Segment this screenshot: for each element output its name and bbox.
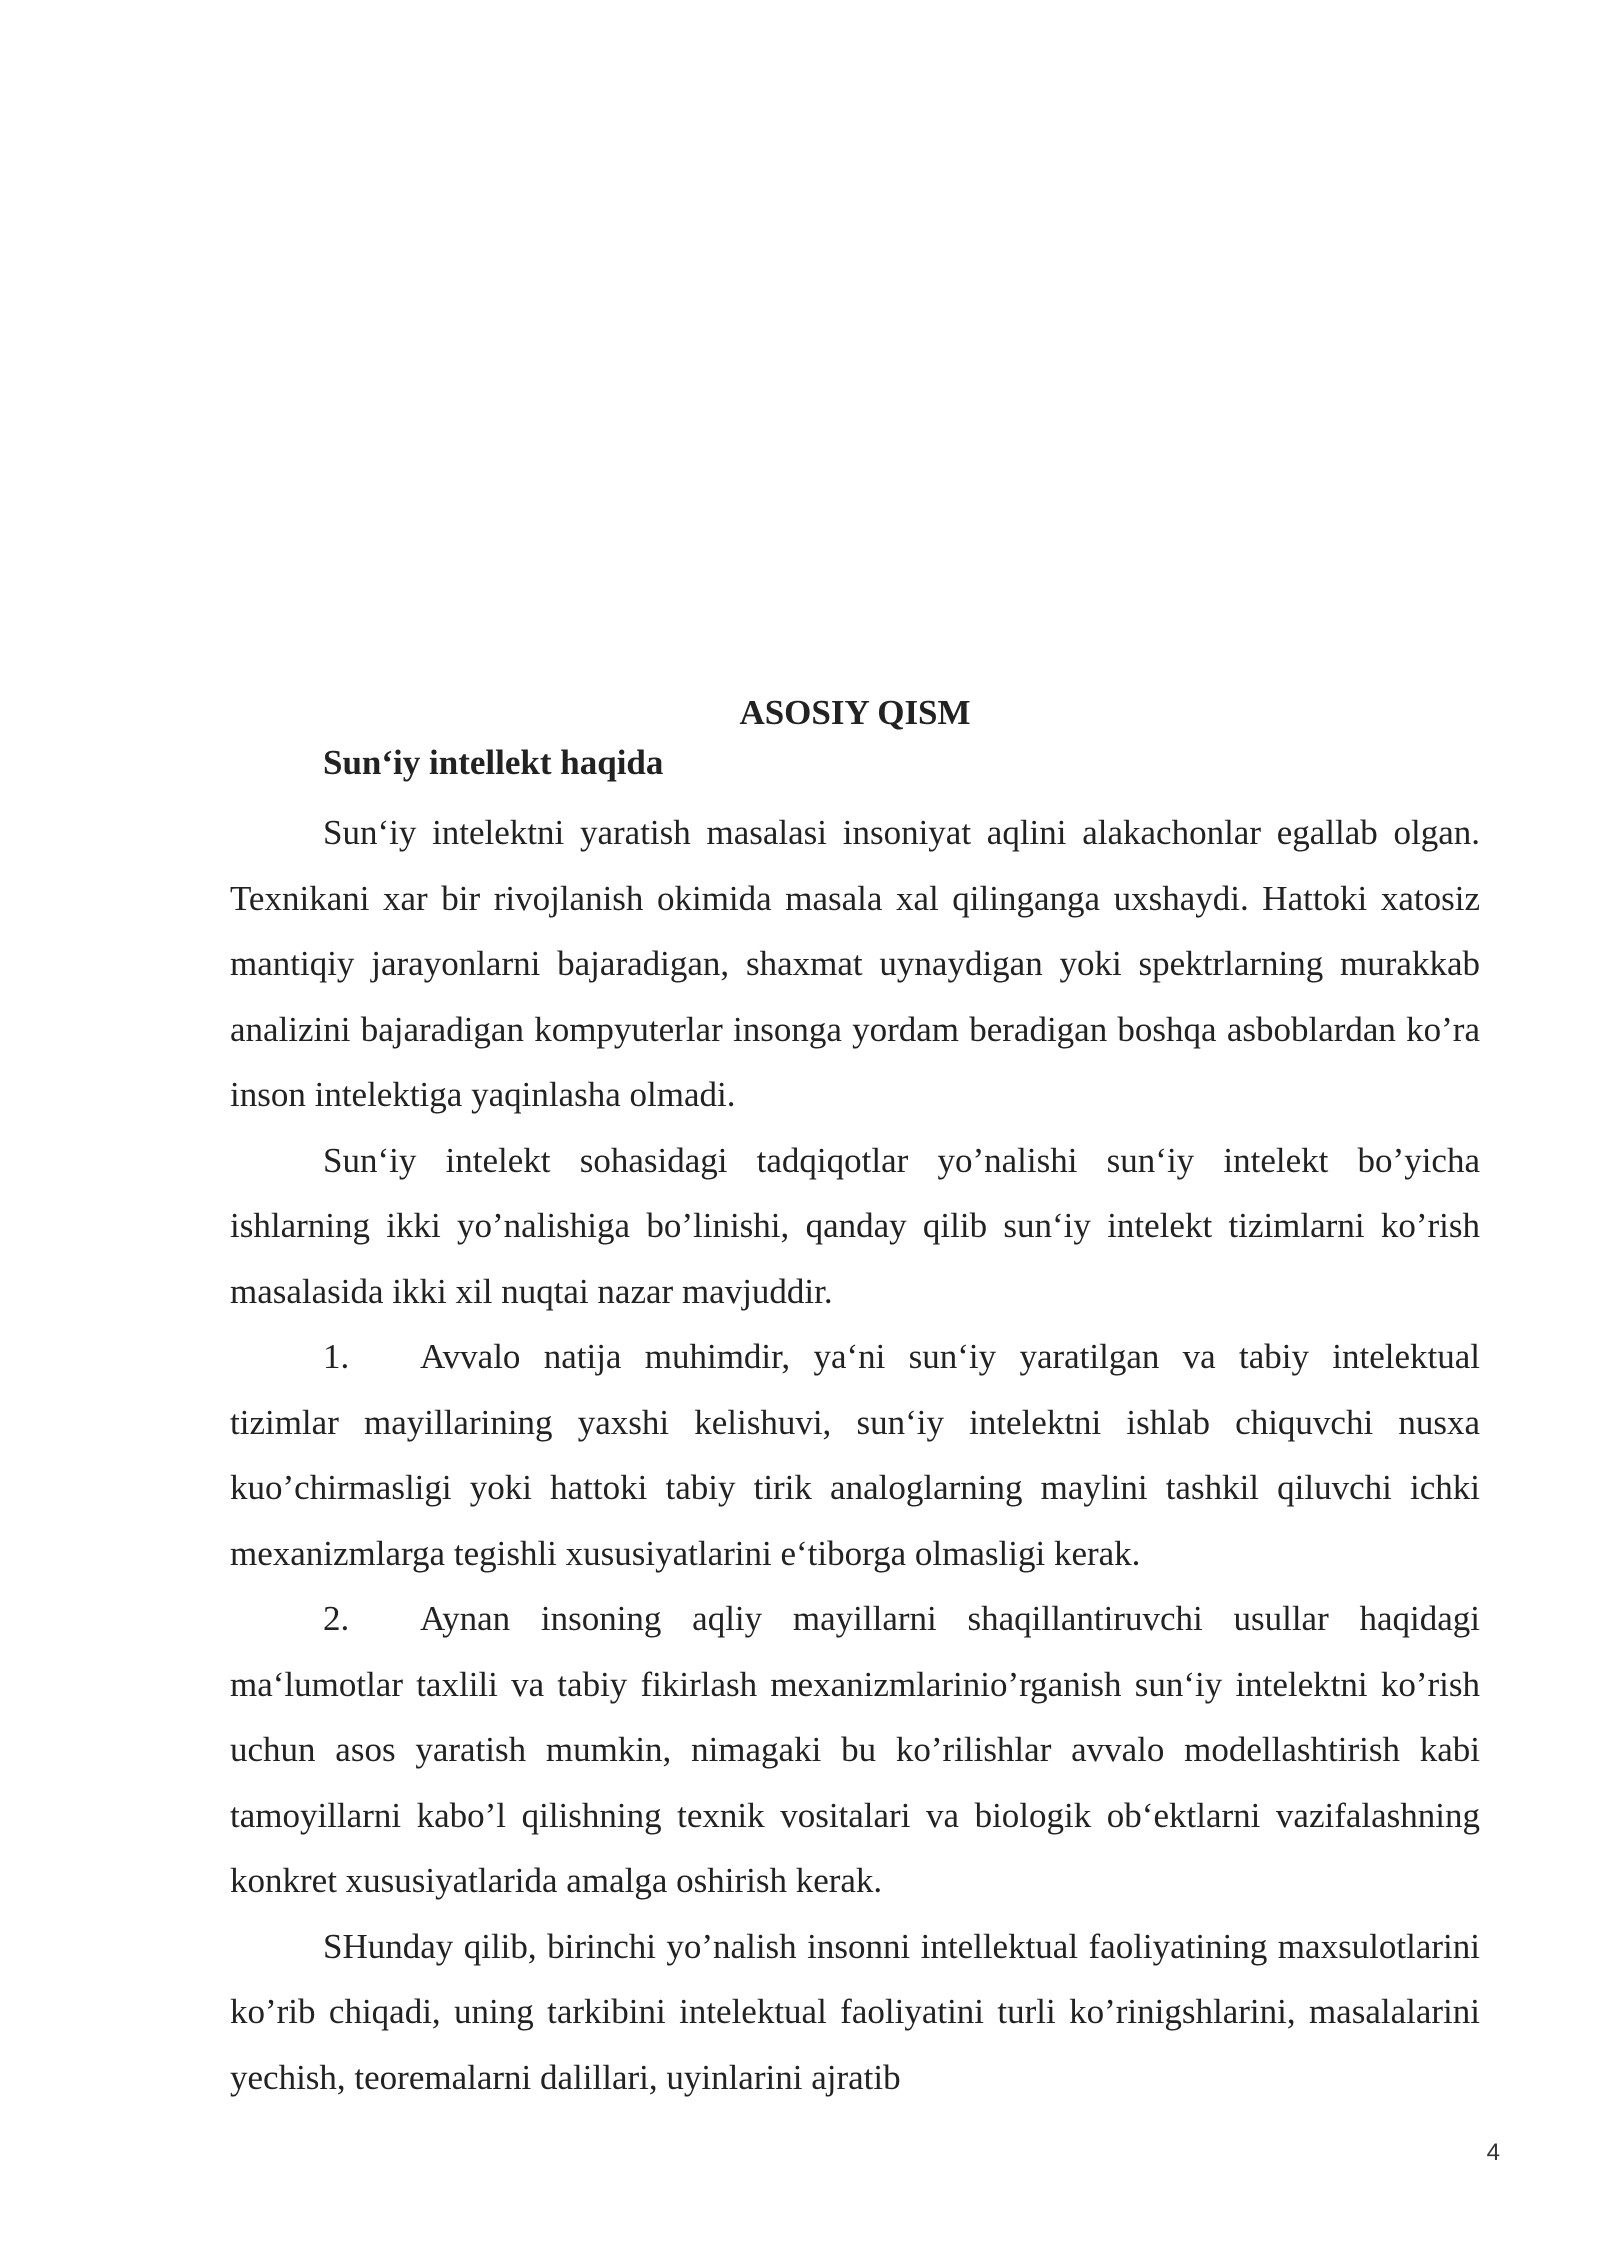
numbered-list-item xyxy=(230,1324,1480,1586)
page-number: 4 xyxy=(1486,2139,1500,2166)
closing-paragraph: SHunday qilib, birinchi yo’nalish insonni intellektual faoliyatining maxsulotlarini ko’rib chiqadi, uning tarkibini intelektual faoliyatini turli ko’rinigshlarini, masalalarini yechish, teoremalarni dalillari, uyinlarini ajratib xyxy=(230,1926,1480,2097)
body-text xyxy=(230,800,1480,2110)
list-number: 2. xyxy=(323,1599,350,1638)
list-item-text: Aynan insoning aqliy mayillarni shaqillantiruvchi usullar haqidagi ma‘lumotlar taxlili va tabiy fikirlash mexanizmlarinio’rganish sun‘iy intelektni ko’rish uchun asos yaratish mumkin, nimagaki bu ko’rilishlar avvalo modellashtirish kabi tamoyillarni kabo’l qilishning texnik vositalari va biologik ob‘ektlarni vazifalashning konkret xususiyatlarida amalga oshirish kerak. xyxy=(230,1599,1480,1900)
section-heading: ASOSIY QISM xyxy=(739,693,971,732)
list-number: 1. xyxy=(323,1337,350,1376)
section-subheading: Sun‘iy intellekt haqida xyxy=(323,743,664,782)
numbered-list-item xyxy=(230,1586,1480,1914)
paragraph: Sun‘iy intelekt sohasidagi tadqiqotlar yo’nalishi sun‘iy intelekt bo’yicha ishlarning ikki yo’nalishiga bo’linishi, qanday qilib sun‘iy intelekt tizimlarni ko’rish masalasida ikki xil nuqtai nazar mavjuddir. xyxy=(230,1140,1480,1311)
list-item-text: Avvalo natija muhimdir, ya‘ni sun‘iy yaratilgan va tabiy intelektual tizimlar mayillarining yaxshi kelishuvi, sun‘iy intelektni ishlab chiquvchi nusxa kuo’chirmasligi yoki hattoki tabiy tirik analoglarning maylini tashkil qiluvchi ichki mexanizmlarga tegishli xususiyatlarini e‘tiborga olmasligi kerak. xyxy=(230,1337,1480,1573)
paragraph: Sun‘iy intelektni yaratish masalasi insoniyat aqlini alakachonlar egallab olgan. Texnikani xar bir rivojlanish okimida masala xal qilinganga uxshaydi. Hattoki xatosiz mantiqiy jarayonlarni bajaradigan, shaxmat uynaydigan yoki spektrlarning murakkab analizini bajaradigan kompyuterlar insonga yordam beradigan boshqa asboblardan ko’ra inson intelektiga yaqinlasha olmadi. xyxy=(230,813,1480,1114)
